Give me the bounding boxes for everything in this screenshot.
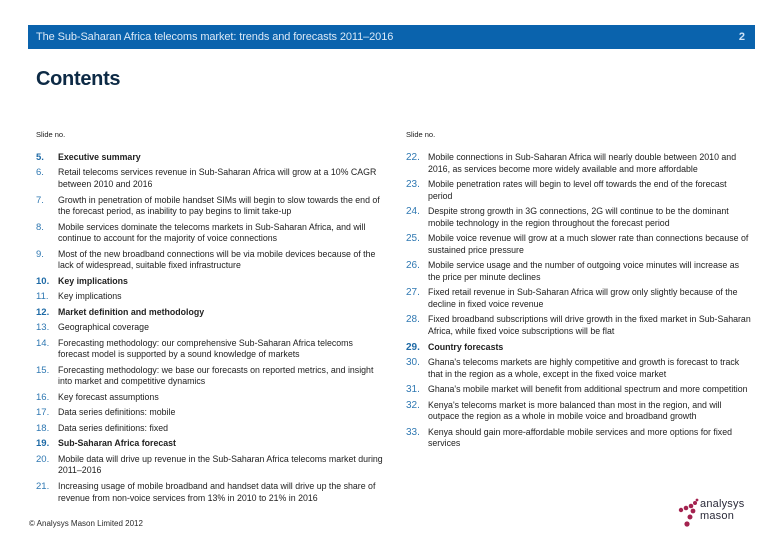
toc-item[interactable] [406,179,751,202]
analysys-mason-logo [678,497,768,531]
toc-item[interactable] [406,260,751,283]
toc-entry-text: Data series definitions: fixed [58,422,169,433]
toc-entry-text: Kenya's telecoms market is more balanced than most in the region, and will outpace the region as a whole in mobile voice and broadband growth [428,399,722,422]
slide-number: 25. [406,233,420,245]
toc-item[interactable] [406,400,751,423]
slide-number: 13. [36,322,50,334]
slide-number: 29. [406,341,420,353]
slide-number: 24. [406,206,420,218]
toc-entry-text: Mobile penetration rates will begin to level off towards the end of the forecast period [428,179,727,201]
toc-item[interactable] [406,342,751,354]
toc-entry-text: Ghana's mobile market will benefit from additional spectrum and more competition [428,384,748,395]
slide-number: 10. [36,275,50,287]
toc-entry-text: Most of the new broadband connections will be via mobile devices because of the lack of widespread, suitable fixed infrastructure [58,248,376,271]
slide-number: 21. [36,480,50,492]
toc-item[interactable] [406,287,751,310]
toc-item[interactable] [36,423,386,435]
toc-entry-text: Forecasting methodology: we base our forecasts on reported metrics, and insight into market and competitive dynamics [58,364,374,387]
toc-entry-text: Retail telecoms services revenue in Sub-Saharan Africa will grow at a 10% CAGR between 2010 and 2016 [58,167,377,190]
page-title: Contents [36,68,121,90]
slide-number: 5. [36,152,44,163]
toc-item[interactable] [36,365,386,388]
toc-item[interactable] [36,338,386,361]
slide-number: 16. [36,391,50,403]
toc-entry-text: Mobile voice revenue will grow at a much slower rate than connections because of sustained price pressure [428,233,749,255]
toc-entry-text: Kenya should gain more-affordable mobile services and more options for fixed services [428,426,732,449]
toc-entry-text: Ghana's telecoms markets are highly competitive and growth is forecast to track that in the region as a whole, except in the fixed voice market [428,357,740,379]
slide-number: 8. [36,221,44,233]
slide-number: 27. [406,287,420,299]
toc-item[interactable] [406,314,751,337]
toc-section-heading: Market definition and methodology [58,306,205,317]
slide-number: 15. [36,364,50,376]
slide-number: 31. [406,384,420,396]
toc-section-heading: Sub-Saharan Africa forecast [58,438,176,449]
slide-number: 7. [36,194,44,206]
slide-number-label: Slide no. [406,130,436,139]
toc-item[interactable] [406,427,751,450]
toc-section-heading: Executive summary [58,152,141,162]
toc-item[interactable] [36,454,386,477]
toc-item[interactable] [406,357,751,380]
logo-line-1: analysys [700,498,745,510]
toc-item[interactable] [406,152,751,175]
toc-item[interactable] [36,322,386,334]
slide-number: 20. [36,453,50,465]
toc-list-right [406,152,751,450]
slide-number: 11. [36,291,49,303]
toc-item[interactable] [36,276,386,288]
toc-list-left [36,152,386,504]
slide-number: 23. [406,179,420,191]
toc-entry-text: Mobile connections in Sub-Saharan Africa will nearly double between 2010 and 2016, as services become more widely available and more affordable [428,152,737,174]
toc-item[interactable] [36,249,386,272]
toc-item[interactable] [36,407,386,419]
toc-entry-text: Increasing usage of mobile broadband and handset data will drive up the share of revenue from non-voice services from 13% in 2010 to 21% in 2016 [58,480,376,503]
toc-entry-text: Fixed broadband subscriptions will drive growth in the fixed market in Sub-Saharan Africa, while fixed voice subscriptions will be flat [428,314,751,337]
toc-item[interactable] [36,222,386,245]
toc-entry-text: Mobile services dominate the telecoms markets in Sub-Saharan Africa, and will continue to account for the majority of voice connections [58,221,366,244]
slide-number: 32. [406,399,420,411]
slide-number: 18. [36,422,50,434]
toc-entry-text: Despite strong growth in 3G connections, 2G will continue to be the dominant mobile technology in the region throughout the forecast period [428,206,729,228]
slide-number: 26. [406,260,420,272]
toc-entry-text: Mobile data will drive up revenue in the Sub-Saharan Africa telecoms market during 2011–2016 [58,453,383,476]
toc-item[interactable] [36,481,386,504]
toc-item[interactable] [36,307,386,319]
dots-seven-icon [678,497,700,531]
slide-number: 14. [36,337,50,349]
toc-item[interactable] [36,438,386,450]
toc-right-column [406,130,751,454]
slide-number: 12. [36,306,50,318]
toc-item[interactable] [36,152,386,164]
toc-entry-text: Data series definitions: mobile [58,407,176,418]
slide-number: 19. [36,438,50,450]
toc-entry-text: Fixed retail revenue in Sub-Saharan Africa will grow only slightly because of the decline in fixed voice revenue [428,287,738,309]
toc-entry-text: Key implications [58,291,122,302]
page-number: 2 [738,31,745,43]
slide-number: 6. [36,167,44,179]
toc-section-heading: Country forecasts [428,341,504,352]
slide-number: 30. [406,357,420,369]
toc-item[interactable] [36,291,386,303]
document-title: The Sub-Saharan Africa telecoms market: trends and forecasts 2011–2016 [36,31,394,43]
toc-item[interactable] [36,392,386,404]
toc-item[interactable] [36,167,386,190]
logo-line-2: mason [700,510,735,522]
header-bar [28,25,755,49]
toc-entry-text: Forecasting methodology: our comprehensive Sub-Saharan Africa telecoms forecast model is supported by a sound knowledge of markets [58,337,353,360]
logo-wordmark [700,498,744,522]
slide-number: 9. [36,248,44,260]
slide-number: 22. [406,152,420,163]
slide-number-label: Slide no. [36,130,66,139]
toc-item[interactable] [36,195,386,218]
toc-item[interactable] [406,233,751,256]
toc-entry-text: Key forecast assumptions [58,391,159,402]
slide-number: 28. [406,314,420,326]
copyright: © Analysys Mason Limited 2012 [29,519,143,528]
toc-item[interactable] [406,384,751,396]
toc-entry-text: Growth in penetration of mobile handset SIMs will begin to slow towards the end of the forecast period, as inability to pay begins to limit take-up [58,194,380,217]
toc-left-column [36,130,386,508]
toc-entry-text: Mobile service usage and the number of outgoing voice minutes will increase as the price per minute declines [428,260,739,282]
slide-number: 33. [406,426,420,438]
toc-entry-text: Geographical coverage [58,322,149,333]
toc-item[interactable] [406,206,751,229]
slide-number: 17. [36,407,50,419]
toc-section-heading: Key implications [58,275,128,286]
